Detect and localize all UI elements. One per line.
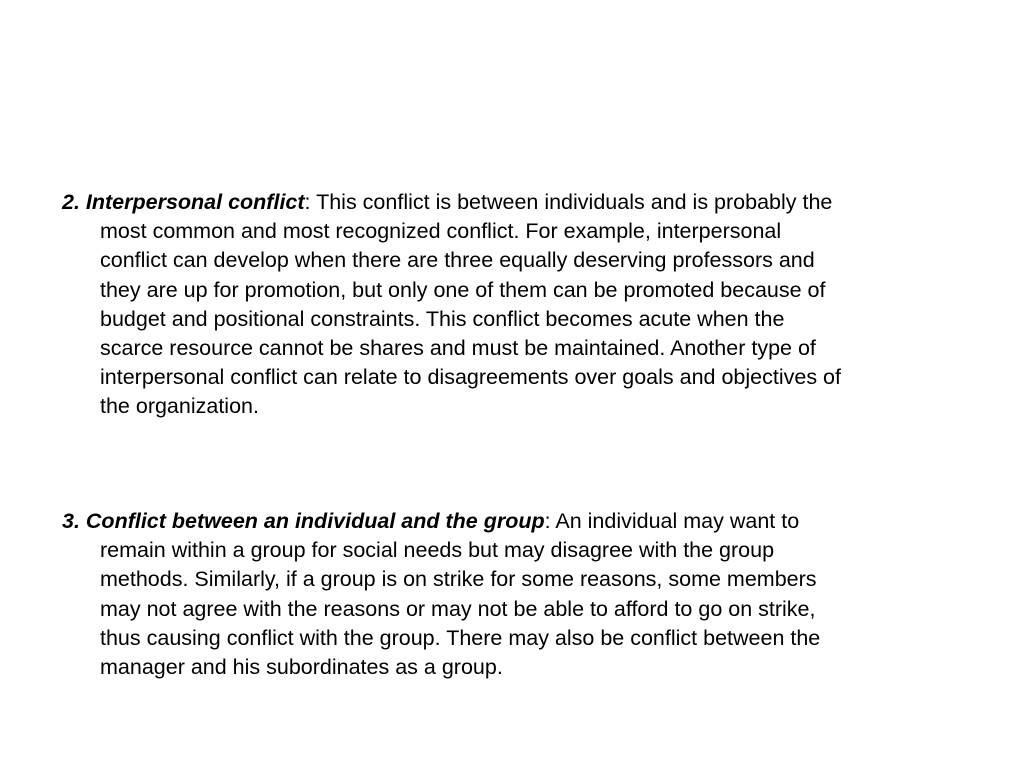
item-number: 2. <box>62 190 86 214</box>
paragraph-first-line <box>62 188 962 217</box>
paragraph-line: thus causing conflict with the group. There may also be conflict between the <box>100 625 821 650</box>
paragraph-line: manager and his subordinates as a group. <box>100 655 503 680</box>
paragraph-line: the organization. <box>100 394 259 419</box>
paragraph-line: scarce resource cannot be shares and must be maintained. Another type of <box>100 336 816 361</box>
term-heading: Conflict between an individual and the group <box>85 509 545 533</box>
paragraph-individual-group-conflict <box>62 507 962 682</box>
item-number: 3. <box>62 509 86 533</box>
first-line-text: : An individual may want to <box>544 509 800 533</box>
paragraph-line: methods. Similarly, if a group is on strike for some reasons, some members <box>100 567 817 592</box>
paragraph-line: conflict can develop when there are three equally deserving professors and <box>100 248 815 273</box>
paragraph-first-line <box>62 507 962 536</box>
term-heading: Interpersonal conflict <box>85 190 305 214</box>
first-line-text: : This conflict is between individuals and is probably the <box>304 190 833 214</box>
paragraph-line: remain within a group for social needs but may disagree with the group <box>100 538 775 563</box>
paragraph-line: budget and positional constraints. This conflict becomes acute when the <box>100 306 785 331</box>
paragraph-line: most common and most recognized conflict. For example, interpersonal <box>100 219 782 244</box>
paragraph-interpersonal-conflict <box>62 188 962 422</box>
paragraph-line: interpersonal conflict can relate to disagreements over goals and objectives of <box>100 365 841 390</box>
paragraph-line: they are up for promotion, but only one of them can be promoted because of <box>100 277 826 302</box>
paragraph-line: may not agree with the reasons or may not be able to afford to go on strike, <box>100 596 816 621</box>
